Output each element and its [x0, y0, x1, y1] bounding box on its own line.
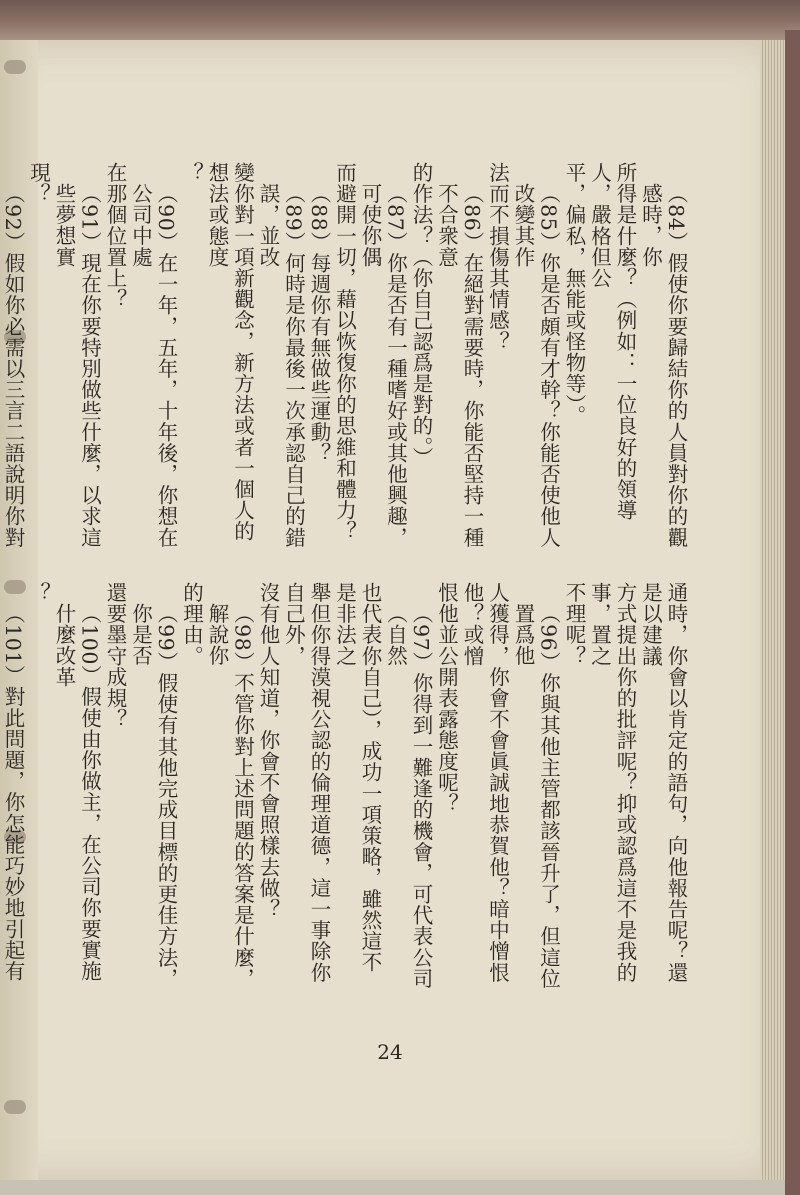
text-block-top	[1, 162, 688, 562]
page-number: 24	[377, 1040, 403, 1064]
text-column: （90）在一年，五年，十年後，你想在公司中處	[128, 182, 178, 548]
text-column: 通時，你會以肯定的語句，向他報告呢？還是以建議	[638, 582, 688, 983]
text-column: 的理由。	[179, 582, 204, 667]
text-column: 現？	[26, 162, 51, 205]
text-column: （96）你與其他主管都該晉升了，但這位置爲他	[511, 602, 561, 989]
text-column: （88）每週你有無做些運動？	[307, 182, 331, 463]
text-column: 法而不損傷其情感？	[485, 162, 510, 352]
text-column: （84）假使你要歸結你的人員對你的觀感時，你	[638, 182, 688, 548]
text-column: （86）在絕對需要時，你能否堅持一種不合衆意	[434, 182, 484, 548]
text-column: 在那個位置上？	[103, 162, 127, 310]
text-column: 不理呢？	[562, 582, 586, 667]
text-column: 平，偏私，無能或怪物等）。	[562, 162, 586, 427]
text-column: （91）現在你要特別做些什麼，以求這些夢想實	[52, 182, 102, 548]
text-column: （92）假如你必需以三言二語說明你對	[1, 182, 25, 548]
text-column: 變你對一項新觀念，新方法或者一個人的想法或態度	[205, 162, 255, 542]
book-cover-edge	[785, 30, 800, 1195]
binding-hole	[4, 1100, 26, 1114]
text-column: 沒有他人知道，你會不會照樣去做？	[256, 582, 280, 920]
text-column: （101）對此問題，你怎能巧妙地引起有	[1, 602, 25, 982]
text-column: （87）你是否有一種嗜好或其他興趣，可使你偶	[358, 182, 408, 548]
text-column: 而避開一切，藉以恢復你的思維和體力？	[332, 162, 357, 542]
text-column: （100）假使由你做主，在公司你要實施什麼改革	[52, 602, 102, 982]
text-column: 也代表你自己），成功一項策略，雖然這不是非法之	[332, 582, 382, 973]
text-column: 人獲得，你會不會眞誠地恭賀他？暗中憎恨他？或憎	[460, 582, 510, 983]
binding-hole	[4, 60, 26, 74]
text-column: 還要墨守成規？	[103, 582, 127, 730]
text-block-bottom	[1, 582, 688, 992]
text-column: （97）你得到一難逢的機會，可代表公司（自然	[383, 602, 433, 989]
text-column: （98）不管你對上述問題的答案是什麼，解說你	[205, 602, 255, 989]
text-column: ？	[179, 162, 204, 184]
text-column: ？	[26, 582, 51, 604]
text-column: 恨他並公開表露態度呢？	[434, 582, 459, 815]
text-column: 方式提出你的批評呢？抑或認爲這不是我的事，置之	[587, 582, 637, 983]
text-column: 的作法？（你自己認爲是對的。）	[409, 162, 433, 469]
text-column: 所得是什麼？（例如：一位良好的領導人，嚴格但公	[587, 162, 637, 521]
text-column: 舉但你得漠視公認的倫理道德，這一事除你自己外，	[281, 582, 331, 983]
text-column: （85）你是否頗有才幹？你能否使他人改變其作	[511, 182, 561, 548]
text-column: （99）假使有其他完成目標的更佳方法，你是否	[128, 602, 178, 989]
text-column: （89）何時是你最後一次承認自己的錯誤，並改	[256, 182, 306, 548]
